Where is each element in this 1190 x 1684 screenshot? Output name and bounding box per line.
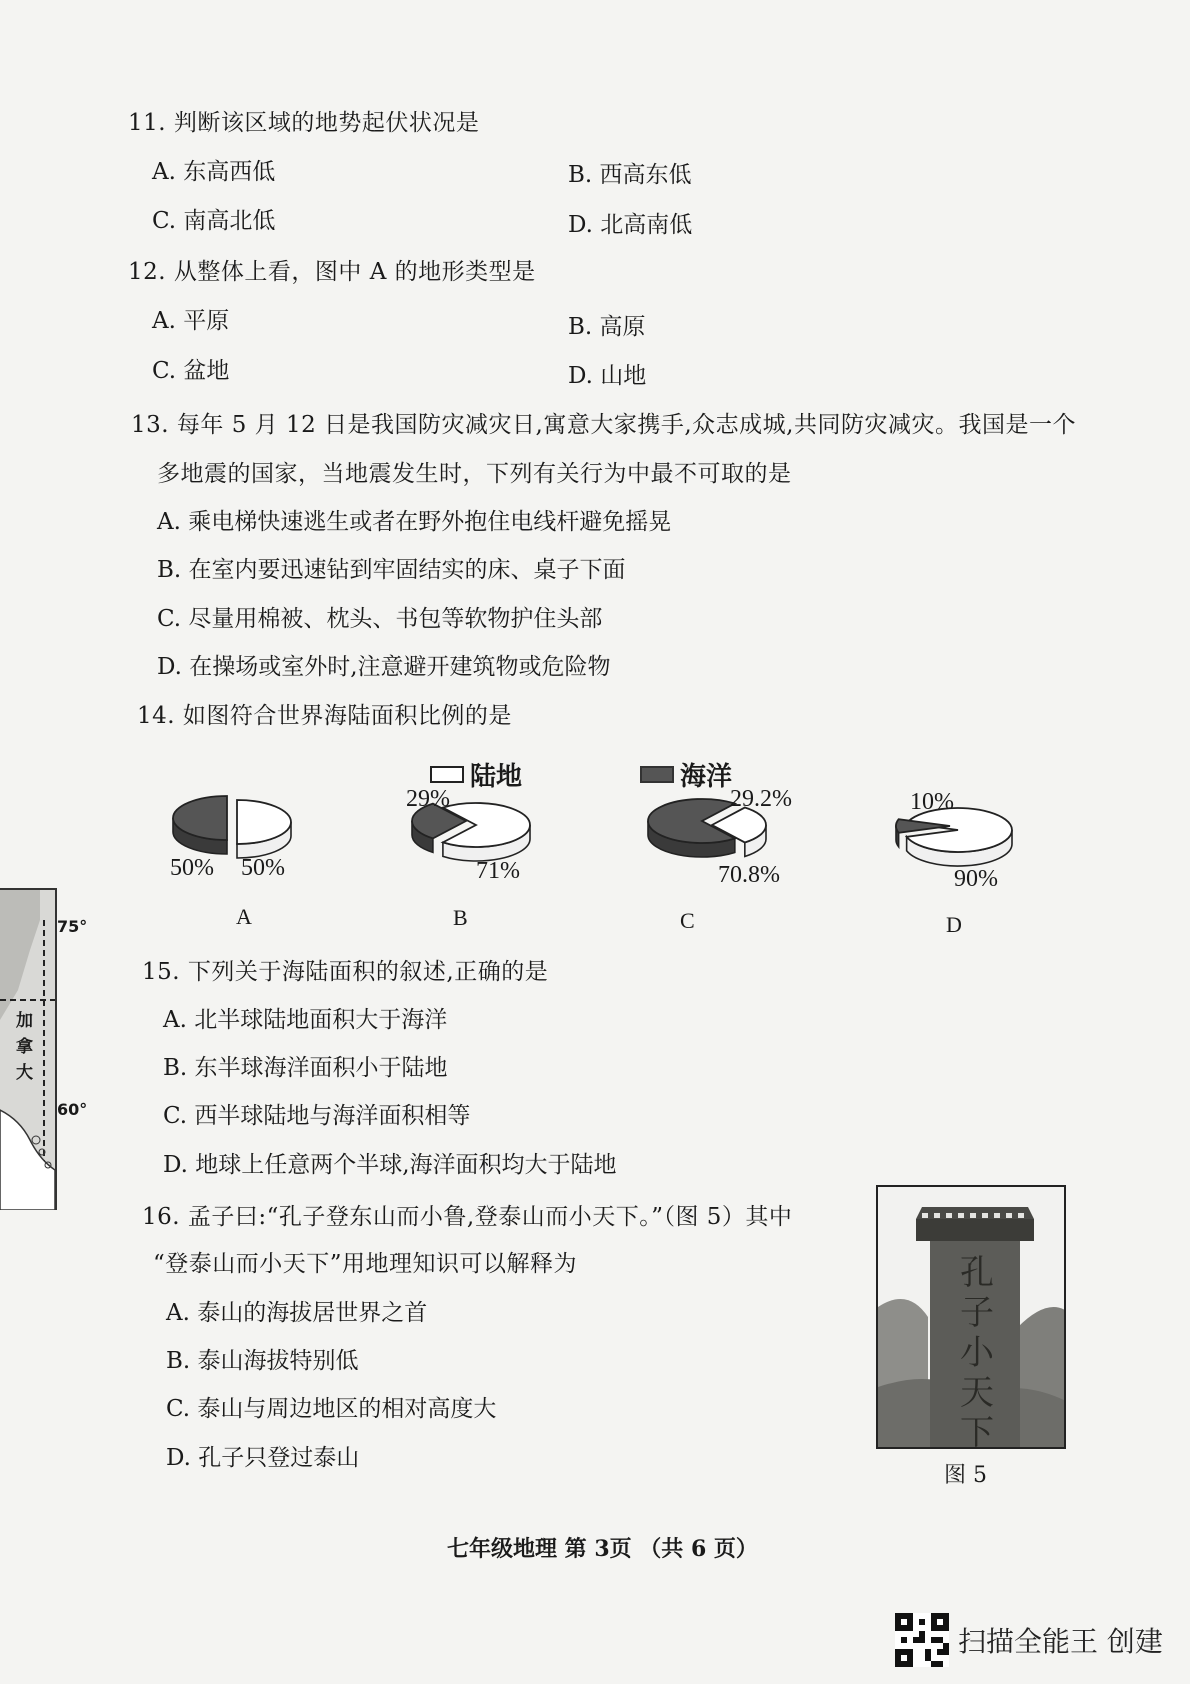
latitude-75-label: 75° xyxy=(57,917,88,936)
question-13-stem-line2: 多地震的国家，当地震发生时，下列有关行为中最不可取的是 xyxy=(157,461,792,487)
pie-d-land-label: 90% xyxy=(954,866,998,892)
stele-inscription: 孔子小天下 xyxy=(960,1253,994,1449)
figure-5-photo xyxy=(876,1185,1066,1449)
q15-option-c: C. 西半球陆地与海洋面积相等 xyxy=(163,1103,471,1129)
legend-ocean-label: 海洋 xyxy=(680,762,733,792)
q12-option-d: D. 山地 xyxy=(568,363,647,389)
pie-c-letter: C xyxy=(680,908,695,933)
q15-option-d: D. 地球上任意两个半球,海洋面积均大于陆地 xyxy=(163,1152,617,1178)
pie-b-land-label: 71% xyxy=(476,858,520,884)
pie-d-letter: D xyxy=(946,912,962,937)
q16-option-c: C. 泰山与周边地区的相对高度大 xyxy=(166,1396,497,1422)
q13-option-a: A. 乘电梯快速逃生或者在野外抱住电线杆避免摇晃 xyxy=(157,509,672,535)
latitude-60-label: 60° xyxy=(57,1100,88,1119)
q12-option-c: C. 盆地 xyxy=(152,358,230,384)
qr-code-icon xyxy=(895,1613,949,1667)
question-15-stem: 15. 下列关于海陆面积的叙述,正确的是 xyxy=(142,959,549,985)
q13-option-d: D. 在操场或室外时,注意避开建筑物或危险物 xyxy=(157,654,611,680)
question-16-stem-line1: 16. 孟子曰:“孔子登东山而小鲁,登泰山而小天下。”（图 5）其中 xyxy=(142,1204,793,1230)
pie-a-ocean-label: 50% xyxy=(170,855,214,881)
legend-land-label: 陆地 xyxy=(470,762,523,792)
pie-a-land-label: 50% xyxy=(241,855,285,881)
pie-b-ocean-label: 29% xyxy=(406,786,450,812)
q15-option-b: B. 东半球海洋面积小于陆地 xyxy=(163,1055,448,1081)
pie-c-ocean-label: 70.8% xyxy=(718,862,780,888)
scanner-brand-watermark: 扫描全能王 创建 xyxy=(958,1625,1163,1658)
q11-option-a: A. 东高西低 xyxy=(152,159,276,185)
pie-c-land-label: 29.2% xyxy=(730,786,792,812)
q16-option-d: D. 孔子只登过泰山 xyxy=(166,1445,360,1471)
q16-option-a: A. 泰山的海拔居世界之首 xyxy=(166,1300,428,1326)
q13-option-b: B. 在室内要迅速钻到牢固结实的床、桌子下面 xyxy=(157,557,626,583)
figure-5-caption: 图 5 xyxy=(944,1463,987,1488)
q11-option-c: C. 南高北低 xyxy=(152,208,276,234)
question-11-stem: 11. 判断该区域的地势起伏状况是 xyxy=(128,110,480,136)
q11-option-d: D. 北高南低 xyxy=(568,212,693,238)
question-14-stem: 14. 如图符合世界海陆面积比例的是 xyxy=(137,703,512,729)
q12-option-b: B. 高原 xyxy=(568,314,646,340)
map-region-label: 加 拿 大 xyxy=(16,1011,33,1083)
page-footer: 七年级地理 第 3页 （共 6 页） xyxy=(447,1536,758,1562)
question-13-stem-line1: 13. 每年 5 月 12 日是我国防灾减灾日,寓意大家携手,众志成城,共同防灾减灾。我国是一个 xyxy=(131,412,1076,438)
question-12-stem: 12. 从整体上看，图中 A 的地形类型是 xyxy=(128,259,536,285)
q11-option-b: B. 西高东低 xyxy=(568,162,692,188)
q12-option-a: A. 平原 xyxy=(152,308,230,334)
question-16-stem-line2: “登泰山而小天下”用地理知识可以解释为 xyxy=(153,1251,578,1277)
pie-b-letter: B xyxy=(453,905,468,930)
q15-option-a: A. 北半球陆地面积大于海洋 xyxy=(163,1007,448,1033)
pie-d-ocean-label: 10% xyxy=(910,789,954,815)
q13-option-c: C. 尽量用棉被、枕头、书包等软物护住头部 xyxy=(157,606,603,632)
side-map-fragment xyxy=(0,888,57,1210)
q16-option-b: B. 泰山海拔特别低 xyxy=(166,1348,359,1374)
pie-a-letter: A xyxy=(236,904,252,929)
